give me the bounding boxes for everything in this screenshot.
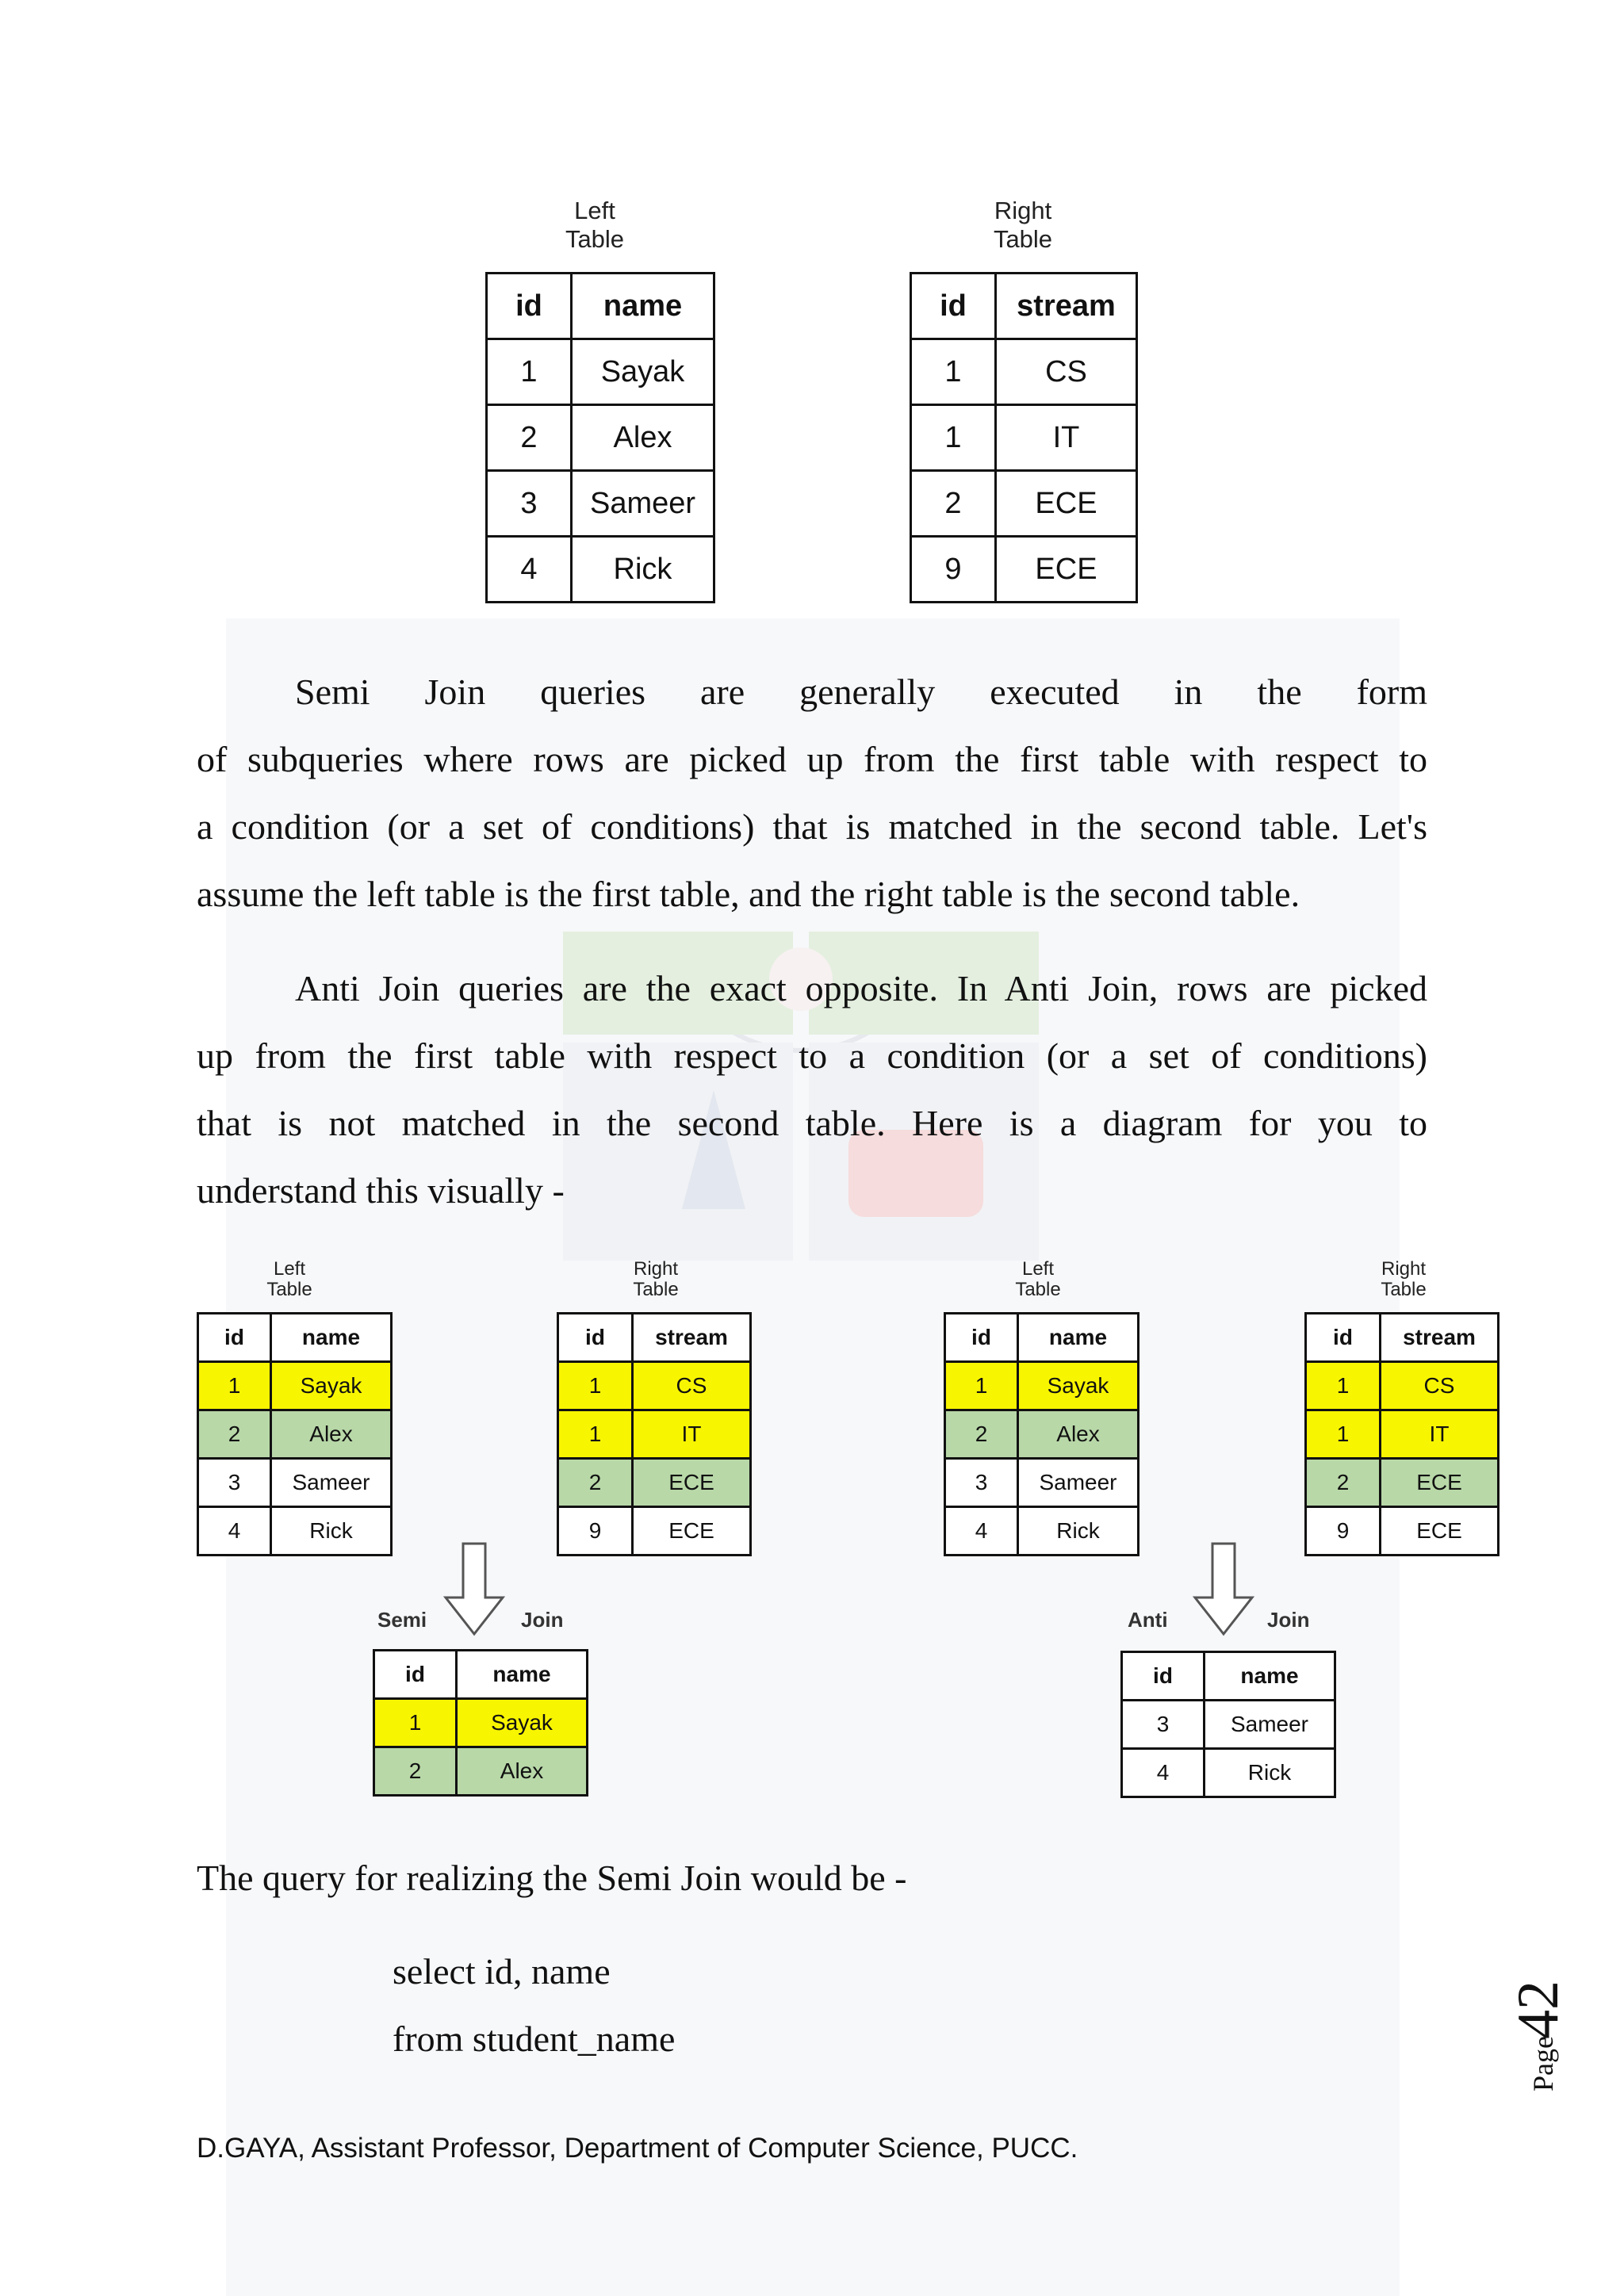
code-line: from student_name (393, 2019, 676, 2059)
anti-right-table: id stream 1 CS 1 IT 2 ECE 9 ECE (1304, 1312, 1500, 1556)
table-row: 3 Sameer (487, 471, 714, 537)
semi-left-caption: Left Table (266, 1258, 312, 1300)
table-row: 1 CS (911, 339, 1137, 405)
table-row: 1 Sayak (487, 339, 714, 405)
code-line: select id, name (393, 1951, 611, 1992)
table-row: 1 IT (1306, 1410, 1499, 1459)
header-name: name (572, 274, 714, 339)
table-row: 2 ECE (1306, 1459, 1499, 1507)
join-label: Join (521, 1608, 564, 1632)
table-row: 9 ECE (558, 1507, 751, 1556)
table-row: 2 Alex (487, 405, 714, 471)
table-row: 1 Sayak (198, 1362, 392, 1410)
table-row: 4 Rick (945, 1507, 1139, 1556)
table-row: 1 CS (558, 1362, 751, 1410)
join-label: Join (1267, 1608, 1310, 1632)
semi-label: Semi (377, 1608, 427, 1632)
down-arrow-icon (1192, 1542, 1255, 1637)
top-right-table (910, 272, 1138, 603)
semi-result-table: id name 1 Sayak 2 Alex (373, 1649, 588, 1797)
page-number (1483, 1958, 1594, 2101)
table-row: 3 Sameer (945, 1459, 1139, 1507)
page-label: Page (1527, 2036, 1559, 2091)
table-row: 1 Sayak (945, 1362, 1139, 1410)
header-id: id (911, 274, 996, 339)
table-row: 1 Sayak (374, 1699, 588, 1747)
table-row: 4 Rick (1122, 1749, 1335, 1797)
table-row: 4 Rick (487, 537, 714, 603)
table-row: 2 Alex (198, 1410, 392, 1459)
table-row: 1 CS (1306, 1362, 1499, 1410)
table-row: 2 Alex (945, 1410, 1139, 1459)
anti-label: Anti (1128, 1608, 1168, 1632)
down-arrow-icon (442, 1542, 506, 1637)
table-row: 9 ECE (911, 537, 1137, 603)
footer-text: D.GAYA, Assistant Professor, Department of Computer Science, PUCC. (197, 2133, 1078, 2164)
page-number-value: 42 (1506, 1980, 1571, 2039)
semi-right-caption: Right Table (633, 1258, 679, 1300)
anti-left-caption: Left Table (1015, 1258, 1061, 1300)
semi-left-table: id name 1 Sayak 2 Alex 3 Sameer 4 Rick (197, 1312, 393, 1556)
header-id: id (487, 274, 572, 339)
table-row: 2 ECE (911, 471, 1137, 537)
anti-right-caption: Right Table (1381, 1258, 1427, 1300)
anti-result-table: id name 3 Sameer 4 Rick (1120, 1651, 1336, 1798)
table-row: 1 IT (911, 405, 1137, 471)
table-row: 3 Sameer (1122, 1701, 1335, 1749)
table-row: 4 Rick (198, 1507, 392, 1556)
table-row: 3 Sameer (198, 1459, 392, 1507)
paragraph-query-intro: The query for realizing the Semi Join would be - (197, 1858, 907, 1898)
table-row: 2 Alex (374, 1747, 588, 1796)
table-row: 1 IT (558, 1410, 751, 1459)
table-row: 2 ECE (558, 1459, 751, 1507)
semi-right-table: id stream 1 CS 1 IT 2 ECE 9 ECE (557, 1312, 752, 1556)
top-right-caption: Right Table (993, 197, 1053, 253)
header-stream: stream (996, 274, 1137, 339)
anti-left-table: id name 1 Sayak 2 Alex 3 Sameer 4 Rick (944, 1312, 1139, 1556)
top-left-table (485, 272, 715, 603)
table-row: 9 ECE (1306, 1507, 1499, 1556)
top-left-caption: Left Table (565, 197, 625, 253)
